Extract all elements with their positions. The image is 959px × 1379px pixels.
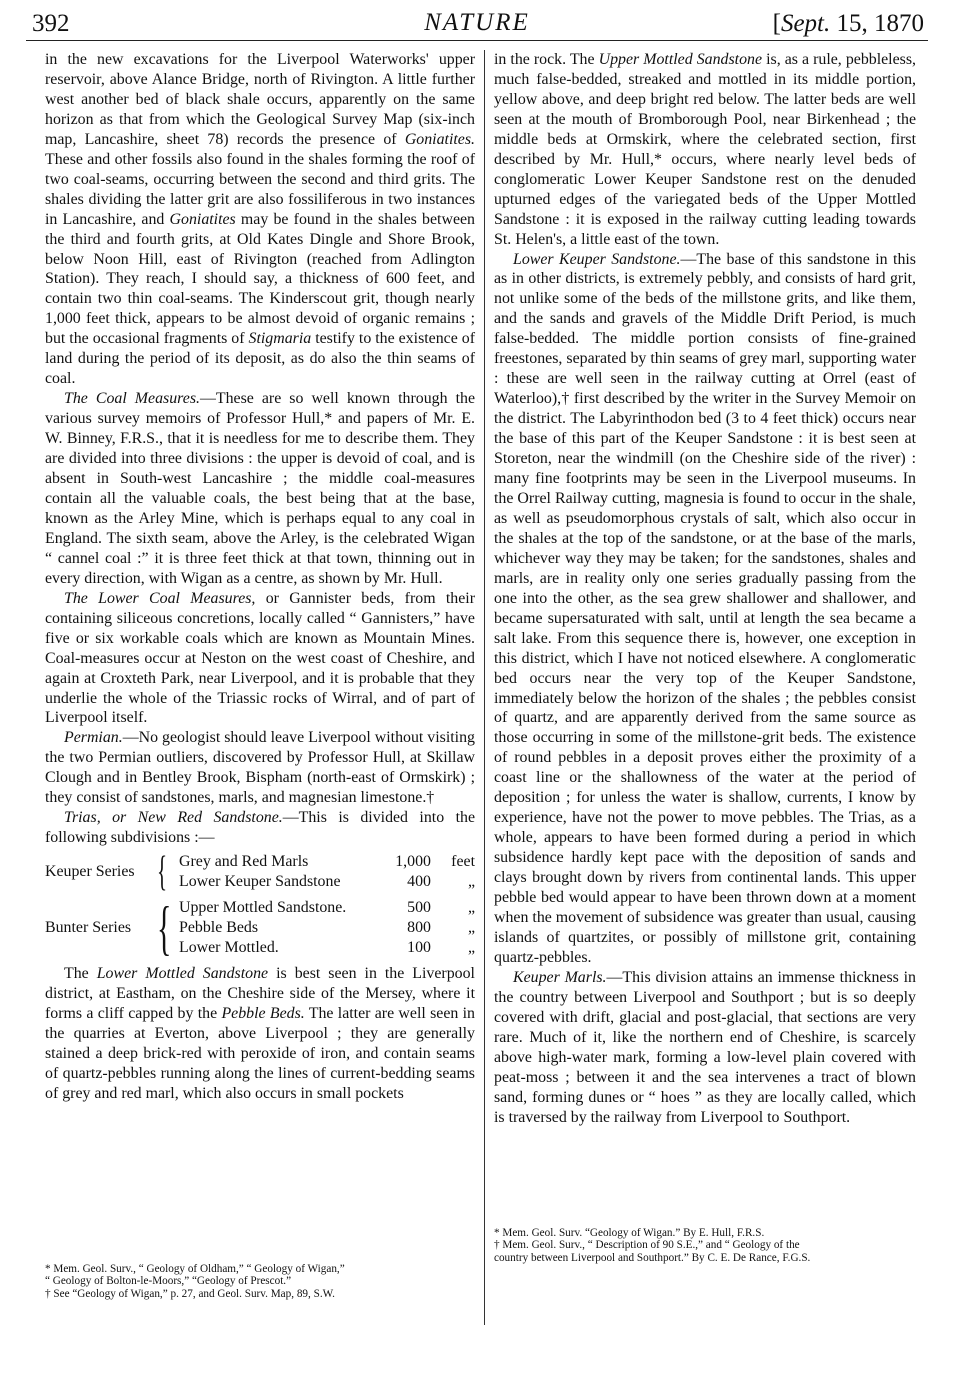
subdivision-table xyxy=(45,849,475,962)
left-footnotes xyxy=(45,1263,475,1300)
series-item: Pebble Beds 800 „ xyxy=(179,919,475,937)
right-column xyxy=(494,50,916,1127)
page-header xyxy=(26,6,928,41)
footnote: † Mem. Geol. Surv., “ Description of 90 S.E.,” and “ Geology of the xyxy=(494,1239,800,1252)
footnote: † See “Geology of Wigan,” p. 27, and Geol. Surv. Map, 89, S.W. xyxy=(45,1287,335,1300)
footnote: * Mem. Geol. Surv. “Geology of Wigan.” By E. Hull, F.R.S. xyxy=(494,1227,765,1239)
series-item: Upper Mottled Sandstone. 500 „ xyxy=(179,899,475,917)
page-number: 392 xyxy=(32,10,70,37)
paragraph-permian: Permian.—No geologist should leave Liverpool without visiting the two Permian outliers, discovered by Professor Hull, at Skillaw Clough and in Bentley Brook, Bispham (north-east of Ormskirk) ; they consist of sandstones, marls, and magnesian limestone.† xyxy=(45,729,475,807)
series-items xyxy=(179,852,475,892)
brace: { xyxy=(157,895,172,962)
paragraph-lower-mottled: The Lower Mottled Sandstone is best seen in the Liverpool district, at Eastham, on the Cheshire side of the Mersey, where it forms a cliff capped by the Pebble Beds. The latter are well seen in the quarries at Everton, above Liverpool ; they are generally stained a deep brick-red with peroxide of iron, and contain seams of quartz-pebbles running along the lines of current-bedding seams of grey and red marl, which also occurs in small pockets xyxy=(45,965,476,1102)
series-name: Bunter Series xyxy=(45,919,132,937)
footnote: “ Geology of Bolton-le-Moors,” “Geology of Prescot.” xyxy=(45,1275,292,1288)
paragraph: in the new excavations for the Liverpool Waterworks' upper reservoir, above Alance Bridge, north of Rivington. A little further west another bed of black shale occurs, apparently on the same horizon as that from which the Geological Survey Map (six-inch map, Lancashire, sheet 78) records the presence of Goniatites. These and other fossils also found in the shales forming the roof of two coal-seams, occurring between the second and third grits. The shales dividing the latter grit are also fossiliferous in two instances in Lancashire, and Goniatites may be found in the shales between the third and fourth grits, at Old Kates Dingle and Shore Brook, below Noon Hill, east of Rivington (reached from Adlington Station). They reach, I should say, a thickness of 600 feet, and contain two thin coal-seams. The Kinderscout grit, though nearly 1,000 feet thick, appears to be almost devoid of organic remains ; but the occasional fragments of Stigmaria testify to the existence of land during the period of its deposit, as do also the thin seams of coal. xyxy=(45,51,475,388)
paragraph-keuper-marls: Keuper Marls.—This division attains an immense thickness in the country between Liverpool and Southport ; but is so deeply covered with drift, glacial and post-glacial, that sections are very rare. Much of it, like the northern end of Cheshire, is scarcely above high-water mark, forming a low-level plain covered with peat-moss ; between it and the sea intervenes a tract of blown sand, forming dunes or “ hoes ” as they are locally called, which is traversed by the railway from Liverpool to Southport. xyxy=(494,968,916,1126)
series-keuper xyxy=(45,849,475,896)
right-footnotes xyxy=(494,1227,916,1264)
column-rule xyxy=(484,50,485,1325)
paragraph-upper-mottled: in the rock. The Upper Mottled Sandstone is, as a rule, pebbleless, much false-bedded, streaked and mottled in its middle portion, yellow above, and deep bright red below. The latter beds are well seen at the mouth of Bromborough Pool, near Birkenhead ; the middle beds at Ormskirk, where the celebrated section, first described by Mr. Hull,* occurs, where nearly level beds of conglomeratic Lower Keuper Sandstone rest on the denuded upturned edges of the variegated beds of the Upper Mottled Sandstone : it is exposed in the railway cutting leading towards St. Helen's, a little east of the town. xyxy=(494,51,916,248)
series-items xyxy=(179,898,475,958)
footnote: country between Liverpool and Southport.” By C. E. De Rance, F.G.S. xyxy=(494,1251,811,1264)
paragraph-coal-measures: The Coal Measures.—These are so well known through the various survey memoirs of Professor Hull,* and papers of Mr. E. W. Binney, F.R.S., that it is needless for me to describe them. They are divided into three divisions : the upper is devoid of coal, and is absent in South-west Lancashire ; the middle coal-measures contain all the valuable coals, the best being that at the base, known as the Arley Mine, which is perhaps equal to any coal in England. The sixth seam, above the Arley, is the celebrated Wigan “ cannel coal :” it is three feet thick at that town, thinning out in every direction, with Wigan as a centre, as shown by Mr. Hull. xyxy=(45,390,475,587)
brace: { xyxy=(157,849,168,896)
paragraph-lower-keuper: Lower Keuper Sandstone.—The base of this sandstone in this as in other districts, is extremely pebbly, and consists of hard grit, not unlike some of the beds of the millstone grits, and like them, and the sands and gravels of the Middle Drift Period, is much false-bedded. The middle portion consists of fine-grained freestones, separated by thin seams of grey marl, supporting water : these are well seen in the railway cutting at Orrel (east of Waterloo),† first described by the writer in the Survey Memoir on the district. The Labyrinthodon bed (3 to 4 feet thick) occurs near the base of this part of the Keuper Sandstone : it is best seen at Storeton, near the windmill (on the Cheshire side of the river) : many fine footprints may be seen in the Liverpool museums. In the Orrel Railway cutting, magnesia is found to occur in the shale, as well as pseudomorphous crystals of salt, which also occur in the shales at the top of the sandstone, or at the base of the marls, whichever way they may be taken; for the sandstones, shales and marls, are in reality only one series gradually passing from the one into the other, as the sea grew shallower and shallower, and became supersaturated with salt, until at length the sea became a salt lake. From this sequence there is, however, one exception in this district, which I have not noticed elsewhere. A conglomeratic bed occurs near the very top of the Keuper Sandstone, immediately below the horizon of the shales ; the pebbles consist of quartz, and are apparently derived from the same source as those occurring in some of the millstone-grit beds. The existence of round pebbles in a deposit proves either the proximity of a coast line or the shallowness of the water at the period of deposition ; for unless the water is shallow, currents, I know by experience, have not the power to move pebbles. The Trias, as a whole, appears to have been formed during a period in which subsidence hardly kept pace with the deposition of sands and clays brought down by rivers from continental lands. This upper pebble bed would appear to have been thrown down at a moment when the movement of subsidence was greater than usual, causing islands of quartzites, or possibly of millstone grit, containing quartz-pebbles. xyxy=(494,250,916,966)
paragraph-trias: Trias, or New Red Sandstone.—This is divided into the following subdivisions :— xyxy=(45,809,475,847)
series-item: Lower Mottled. 100 „ xyxy=(179,939,475,957)
paragraph-lower-coal-measures: The Lower Coal Measures, or Gannister beds, from their containing siliceous concretions, locally called “ Gannisters,” have five or six workable coals which are known as Mountain Mines. Coal-measures occur at Neston on the west coast of Cheshire, and again at Croxteth Park, near Liverpool, and it is probable that they underlie the whole of the Triassic rocks of Wirral, and of part of Liverpool itself. xyxy=(45,589,475,727)
journal-title: NATURE xyxy=(424,9,530,36)
series-item: Grey and Red Marls 1,000 feet xyxy=(179,853,475,871)
issue-date: [Sept. 15, 1870 xyxy=(772,10,924,37)
series-bunter xyxy=(45,895,475,962)
series-item: Lower Keuper Sandstone 400 „ xyxy=(179,873,475,891)
footnote: * Mem. Geol. Surv., “ Geology of Oldham,” “ Geology of Wigan,” xyxy=(45,1263,345,1275)
left-column xyxy=(45,50,475,1104)
series-name: Keuper Series xyxy=(45,863,135,881)
